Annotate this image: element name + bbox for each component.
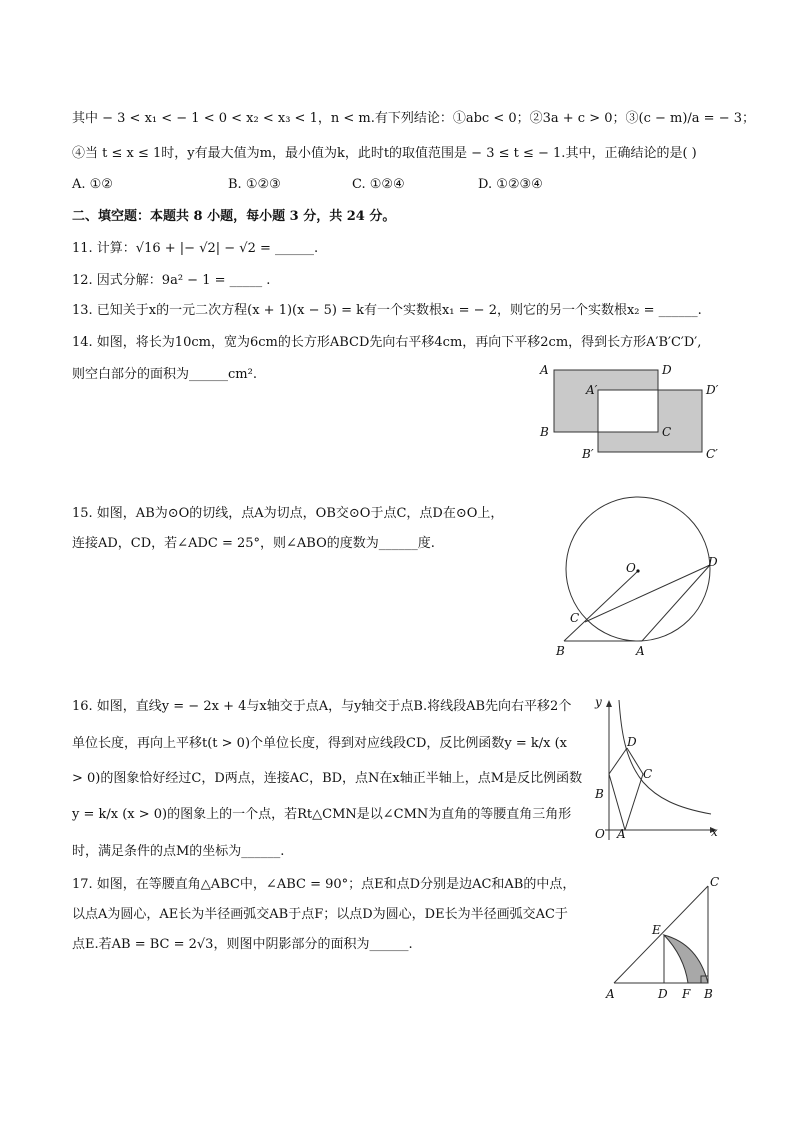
label-b-prime: B′ bbox=[582, 447, 594, 461]
label-c: C bbox=[643, 767, 653, 781]
y-arrow bbox=[606, 700, 612, 707]
q16-line5: 时，满足条件的点M的坐标为______. bbox=[72, 844, 285, 859]
label-c: C bbox=[662, 425, 672, 439]
q14-line1: 14. 如图，将长为10cm，宽为6cm的长方形ABCD先向右平移4cm，再向下平移2cm，得到长方形A′B′C′D′, bbox=[72, 335, 702, 350]
label-a: A bbox=[636, 644, 645, 658]
q10-line2: ④当 t ≤ x ≤ 1时，y有最大值为m，最小值为k，此时t的取值范围是 − 3 ≤ t ≤ − 1.其中，正确结论的是( ) bbox=[72, 146, 697, 161]
label-a: A bbox=[617, 827, 626, 841]
q15-figure bbox=[550, 495, 730, 660]
label-f: F bbox=[682, 987, 691, 1001]
label-b: B bbox=[704, 987, 713, 1001]
segment-cd bbox=[585, 565, 710, 622]
label-b: B bbox=[595, 787, 604, 801]
label-a-prime: A′ bbox=[586, 383, 598, 397]
label-a: A bbox=[540, 363, 549, 377]
q10-option-c[interactable]: C. ①②④ bbox=[352, 177, 405, 192]
q16-line1: 16. 如图，直线y = − 2x + 4与x轴交于点A，与y轴交于点B.将线段AB先向右平移2个 bbox=[72, 699, 572, 714]
q10-option-a[interactable]: A. ①② bbox=[72, 177, 113, 192]
q10-line1: 其中 − 3 < x₁ < − 1 < 0 < x₂ < x₃ < 1，n < m.有下列结论：①abc < 0；②3a + c > 0；③(c − m)/a = − 3； bbox=[72, 111, 755, 126]
label-b: B bbox=[540, 425, 549, 439]
q17-line1: 17. 如图，在等腰直角△ABC中，∠ABC = 90°；点E和点D分别是边AC和AB的中点， bbox=[72, 877, 576, 892]
label-x: x bbox=[711, 825, 718, 839]
q16-line4: y = k/x (x > 0)的图象上的一个点，若Rt△CMN是以∠CMN为直角的等腰直角三角形 bbox=[72, 807, 572, 822]
label-d-prime: D′ bbox=[706, 383, 719, 397]
q14-line2: 则空白部分的面积为______cm². bbox=[72, 367, 257, 382]
circle-o bbox=[566, 497, 710, 641]
center-point bbox=[636, 569, 639, 572]
q14-figure bbox=[536, 360, 726, 465]
segment-ab bbox=[609, 774, 625, 830]
q17-line2: 以点A为圆心，AE长为半径画弧交AB于点F；以点D为圆心，DE长为半径画弧交AC于 bbox=[72, 907, 568, 922]
q16-line2: 单位长度，再向上平移t(t > 0)个单位长度，得到对应线段CD，反比例函数y = k/x (x bbox=[72, 736, 568, 751]
q16-figure bbox=[585, 690, 725, 845]
q12: 12. 因式分解：9a² − 1 = _____ . bbox=[72, 273, 271, 288]
q15-line2: 连接AD，CD，若∠ADC = 25°，则∠ABO的度数为______度. bbox=[72, 536, 435, 551]
label-c: C bbox=[710, 875, 720, 889]
label-e: E bbox=[652, 923, 661, 937]
q10-option-b[interactable]: B. ①②③ bbox=[228, 177, 281, 192]
q17-figure bbox=[600, 872, 730, 1007]
label-c-prime: C′ bbox=[706, 447, 718, 461]
label-y: y bbox=[595, 695, 602, 709]
q16-line3: > 0)的图象恰好经过C，D两点，连接AC，BD，点N在x轴正半轴上，点M是反比例函数 bbox=[72, 771, 583, 786]
label-a: A bbox=[606, 987, 615, 1001]
label-b: B bbox=[556, 644, 565, 658]
label-o: O bbox=[626, 561, 636, 575]
q15-line1: 15. 如图，AB为⊙O的切线，点A为切点，OB交⊙O于点C，点D在⊙O上， bbox=[72, 506, 504, 521]
label-c: C bbox=[570, 611, 580, 625]
segment-bd bbox=[609, 748, 627, 774]
blank-overlap bbox=[598, 390, 658, 432]
q13: 13. 已知关于x的一元二次方程(x + 1)(x − 5) = k有一个实数根x₁ = − 2，则它的另一个实数根x₂ = ______. bbox=[72, 303, 702, 318]
label-d: D bbox=[627, 735, 637, 749]
label-d: D bbox=[662, 363, 672, 377]
q10-option-d[interactable]: D. ①②③④ bbox=[478, 177, 543, 192]
label-d: D bbox=[658, 987, 668, 1001]
label-d: D bbox=[708, 555, 718, 569]
section-title: 二、填空题：本题共 8 小题，每小题 3 分，共 24 分。 bbox=[72, 209, 396, 224]
segment-ac bbox=[625, 774, 643, 830]
q11: 11. 计算：√16 + |− √2| − √2 = ______. bbox=[72, 241, 319, 256]
label-o: O bbox=[595, 827, 605, 841]
q17-line3: 点E.若AB = BC = 2√3，则图中阴影部分的面积为______. bbox=[72, 937, 413, 952]
